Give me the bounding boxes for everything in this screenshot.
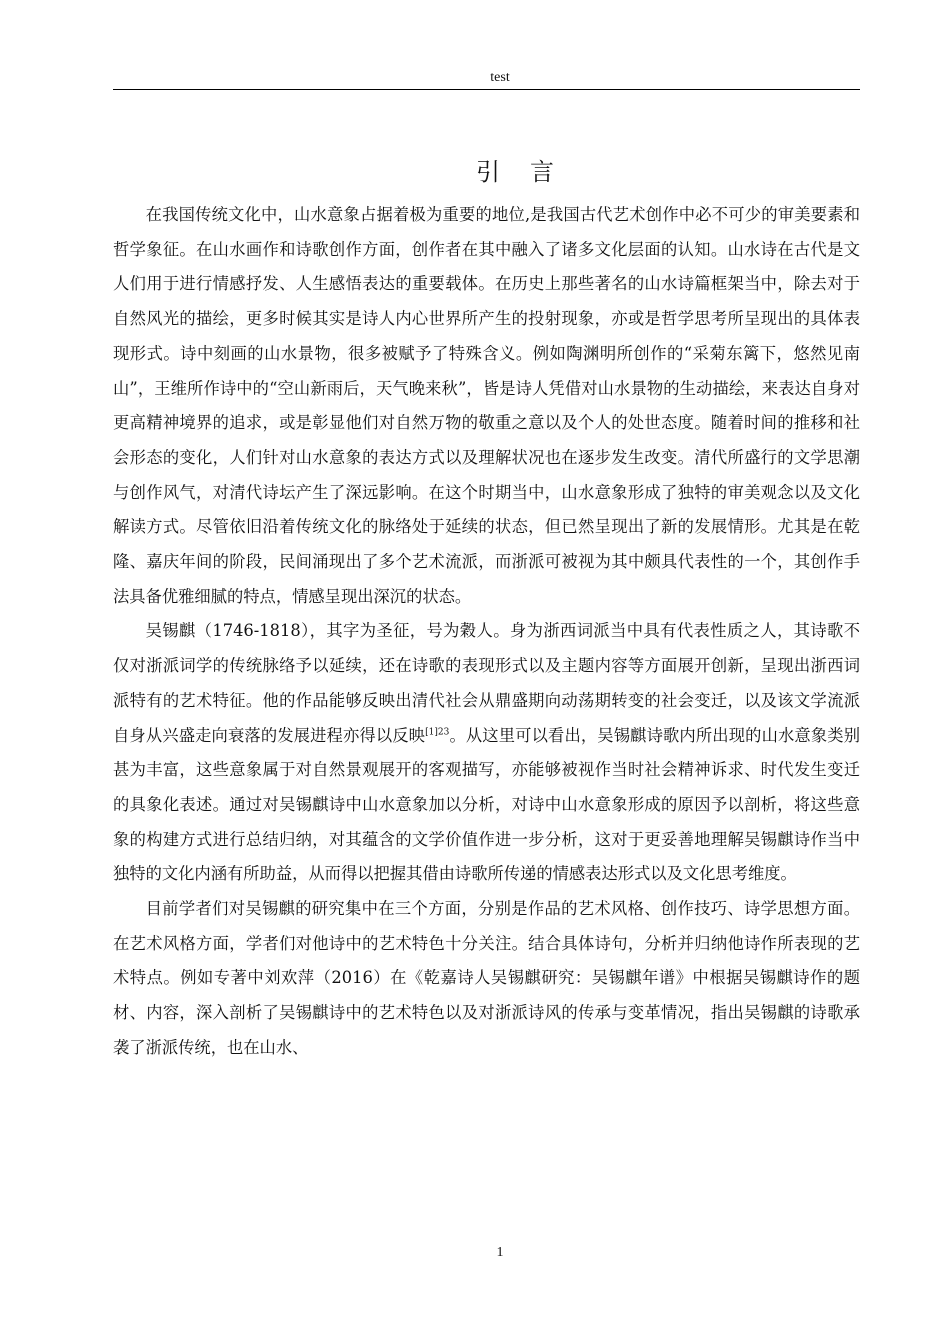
page-number: 1: [496, 1245, 504, 1260]
paragraph-1-segment-emphasis: 盛行的文学思潮与创作风气: [113, 447, 860, 502]
page-header: test: [490, 70, 510, 85]
paragraph-1: [113, 198, 860, 614]
header-rule: [113, 89, 860, 90]
paragraph-1-segment: 他们对自然万物的敬重之意以及个人的处世态度。随着时间的推移和社会形态的变化，人们针对山水意象的表达方式以及理解状况也在逐步发生改变。清代所: [113, 413, 860, 467]
paragraph-1-segment: ，对清代诗坛产生了深远影响。在这个时期当中，山水意象形成了独特的审美观念以及文化解读方式。尽管依旧沿着传统文化的脉络处于延续的状态，但已然呈现出了新的发展情形。尤其是在乾隆、嘉庆年间的阶段，民间涌现出了多个艺术流派，而浙派可被视为其中颇具代表性的一个，其创作手法具备优雅细腻的特点，情感呈现出深沉的状态。: [113, 482, 860, 606]
paragraph-1-segment-emphasis: 来表达自身对更高精神境界的追求，或是彰显: [113, 378, 860, 433]
body-text: [113, 198, 860, 1066]
paragraph-1-segment: 在我国传统文化中，山水意象占据着极为重要的地位,是我国古代艺术创作中必不可少的审美要素和哲学象征。在山水画作和诗歌创作方面，创作者在其中融入了诸多文化: [113, 205, 860, 259]
paragraph-3: [113, 892, 860, 1066]
paragraph-2-segment: 吴锡麒（1746-1818），其字为圣征，号为穀人。身为浙西词派当中具有代表性质之人，其诗歌不仅对浙派词学的传统脉络予以延续，还在诗歌的表现形式以及主题内容等方面展开创新，呈现出浙西词派特有的艺术特征。他的作品能够反映出清代社会从鼎盛期向动荡期转变的社会变迁，以及该文学流派自身从兴盛走向衰落的发展进程亦得以反映: [113, 621, 860, 745]
section-title: 引言: [476, 158, 584, 186]
paragraph-2-segment: 。从这里可以看出，吴锡麒诗歌内所出现的山水意象类别甚为丰富，这些意象属于对自然景观展开的客观描写，亦能够被视作当时社会精神诉求、时代发生变迁的具象化表述。通过对吴锡麒诗中山水意象加以分析，对诗中山水意象形成的原因予以剖析，将这些意象的构建方式进行总结归纳，对其蕴含的文学价值作进一步分析，这对于更妥善地理解吴锡麒诗作当中独特的文化内涵有所助益，从而得以把握其借由诗歌所传递的情感表达形式以及文化思考维度。: [113, 725, 860, 884]
paragraph-2: [113, 614, 860, 892]
paragraph-1-segment-emphasis: 层面的认知: [627, 239, 711, 259]
citation-marker: [1]23: [425, 727, 450, 738]
paragraph-1-segment: 。山水诗在古代是文人们用于进行情感抒发、人生感悟表达的重要载体。在历史上那些著名的山水诗篇框架当中，除去对于自然风光的描绘，更多时候其实是诗人内心世界所产生的投射现象，亦或是哲学思考所呈现出的具体表现形式。诗中刻画的山水景物，很多被赋予了特殊含义。例如陶渊明所创作的“采菊东篱下，悠然见南山”，王维所作诗中的“空山新雨后，天气晚来秋”，皆是诗人凭借对山水景物的生动描绘，: [113, 239, 860, 398]
paragraph-3-segment: 目前学者们对吴锡麒的研究集中在三个方面，分别是作品的艺术风格、创作技巧、诗学思想方面。在艺术风格方面，学者们对他诗中的艺术特色十分关注。结合具体诗句，分析并归纳他诗作所表现的艺术特点。例如专著中刘欢萍（2016）在《乾嘉诗人吴锡麒研究：吴锡麒年谱》中根据吴锡麒诗作的题材、内容，深入剖析了吴锡麒诗中的艺术特色以及对浙派诗风的传承与变革情况，指出吴锡麒的诗歌承袭了浙派传统，也在山水、: [113, 899, 860, 1057]
